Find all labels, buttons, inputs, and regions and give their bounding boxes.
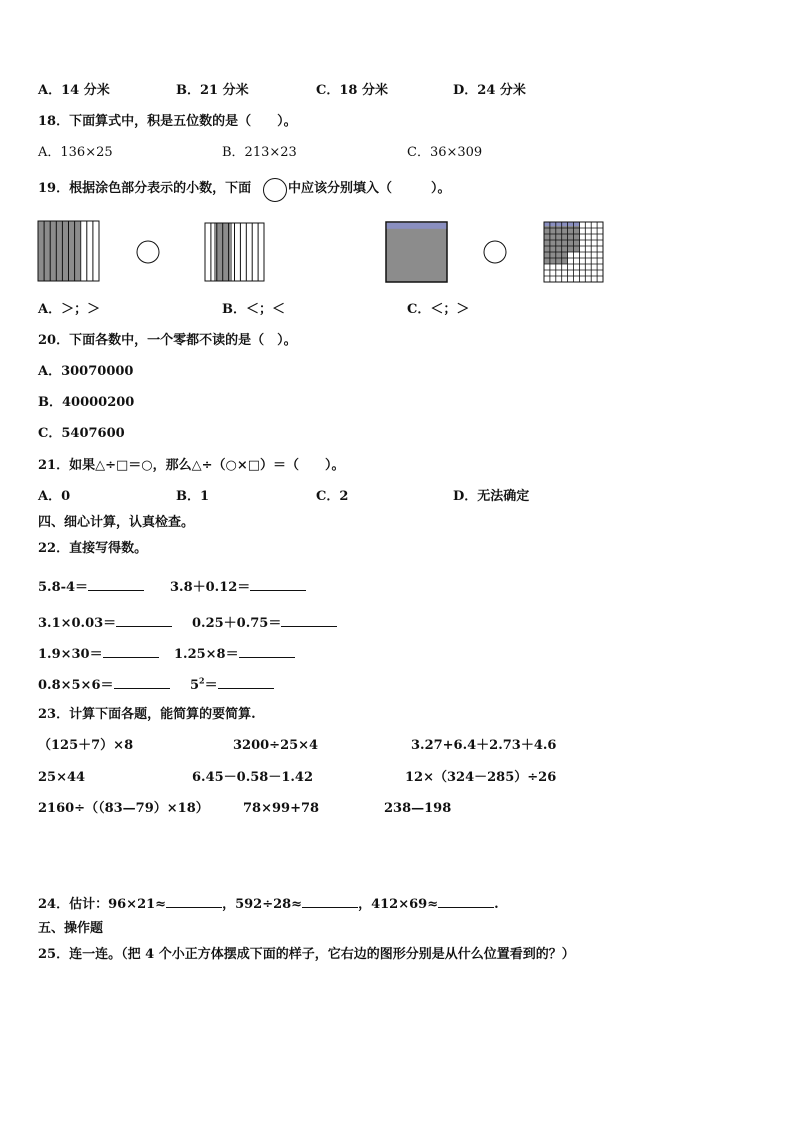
answer-blank[interactable] bbox=[302, 895, 358, 908]
compare-circle-1-icon bbox=[137, 241, 159, 263]
answer-blank[interactable] bbox=[281, 614, 337, 627]
q19-figure-strips-2 bbox=[205, 223, 264, 281]
answer-blank[interactable] bbox=[166, 895, 222, 908]
q18-option-c: C．36×309 bbox=[407, 145, 483, 160]
answer-blank[interactable] bbox=[114, 676, 170, 689]
answer-blank[interactable] bbox=[250, 578, 306, 591]
q23-item-2: 3200÷25×4 bbox=[233, 738, 319, 753]
q19-stem-before: 19．根据涂色部分表示的小数，下面 bbox=[38, 181, 252, 196]
q19-figure-square bbox=[386, 222, 447, 282]
q23-item-3: 3.27+6.4＋2.73＋4.6 bbox=[411, 738, 557, 753]
q24-estimate: 24．估计：96×21≈ ，592÷28≈ ，412×69≈ . bbox=[38, 897, 499, 912]
q21-stem: 21．如果△÷□＝○，那么△÷（○×□）＝（ ）。 bbox=[38, 458, 345, 473]
q22-item-6: 1.25×8＝ bbox=[174, 645, 295, 663]
q17-option-d: D．24 分米 bbox=[453, 83, 526, 98]
q20-option-a: A．30070000 bbox=[38, 364, 134, 379]
q21-option-c: C．2 bbox=[316, 489, 349, 504]
q19-stem-circle-icon bbox=[263, 178, 287, 202]
square-shaded bbox=[386, 222, 447, 282]
q19-figure-grid bbox=[544, 222, 603, 282]
q23-item-8: 78×99+78 bbox=[243, 801, 320, 816]
q22-item-8: $5^2=$ bbox=[190, 676, 274, 694]
q19-option-b: B．＜；＜ bbox=[222, 302, 285, 317]
section-5-title: 五、操作题 bbox=[38, 921, 104, 936]
square-top-tint bbox=[387, 223, 446, 229]
q23-stem: 23．计算下面各题，能简算的要简算. bbox=[38, 707, 256, 722]
q23-item-7: 2160÷（（83—79）×18） bbox=[38, 801, 209, 816]
q22-item-5: 1.9×30＝ bbox=[38, 645, 159, 663]
q17-option-a: A．14 分米 bbox=[38, 83, 110, 98]
q18-stem: 18．下面算式中，积是五位数的是（ ）。 bbox=[38, 114, 297, 129]
q22-item-3: 3.1×0.03＝ bbox=[38, 614, 172, 632]
q20-option-c: C．5407600 bbox=[38, 426, 125, 441]
answer-blank[interactable] bbox=[103, 645, 159, 658]
q22-item-1: 5.8-4＝ bbox=[38, 578, 144, 596]
section-4-title: 四、细心计算，认真检查。 bbox=[38, 515, 195, 530]
q23-item-4: 25×44 bbox=[38, 770, 86, 785]
q17-option-b: B．21 分米 bbox=[176, 83, 249, 98]
q25-stem: 25．连一连。（把 4 个小正方体摆成下面的样子，它右边的图形分别是从什么位置看到的？） bbox=[38, 947, 575, 962]
q20-stem: 20．下面各数中，一个零都不读的是（ ）。 bbox=[38, 333, 297, 348]
q23-item-1: （125＋7）×8 bbox=[38, 738, 134, 753]
q19-option-a: A．＞；＞ bbox=[38, 302, 101, 317]
q21-option-a: A．0 bbox=[38, 489, 71, 504]
q19-option-c: C．＜；＞ bbox=[407, 302, 470, 317]
q21-option-d: D．无法确定 bbox=[453, 489, 530, 504]
q17-option-c: C．18 分米 bbox=[316, 83, 388, 98]
q18-option-a: A．136×25 bbox=[38, 145, 113, 160]
q22-stem: 22．直接写得数。 bbox=[38, 541, 148, 556]
compare-circle-2-icon bbox=[484, 241, 506, 263]
q21-option-b: B．1 bbox=[176, 489, 210, 504]
q22-item-7: 0.8×5×6＝ bbox=[38, 676, 170, 694]
q22-item-2: 3.8＋0.12＝ bbox=[170, 578, 306, 596]
q20-option-b: B．40000200 bbox=[38, 395, 135, 410]
q23-item-6: 12×（324－285）÷26 bbox=[405, 770, 557, 785]
q23-item-9: 238—198 bbox=[384, 801, 452, 816]
answer-blank[interactable] bbox=[239, 645, 295, 658]
q18-option-b: B．213×23 bbox=[222, 145, 297, 160]
q19-stem-after: 中应该分别填入（ ）。 bbox=[288, 181, 451, 196]
q19-figure-strips-1 bbox=[38, 221, 99, 281]
answer-blank[interactable] bbox=[116, 614, 172, 627]
answer-blank[interactable] bbox=[438, 895, 494, 908]
q23-item-5: 6.45－0.58－1.42 bbox=[192, 770, 313, 785]
answer-blank[interactable] bbox=[218, 676, 274, 689]
q19-figures bbox=[0, 215, 794, 287]
answer-blank[interactable] bbox=[88, 578, 144, 591]
q22-item-4: 0.25＋0.75＝ bbox=[192, 614, 337, 632]
